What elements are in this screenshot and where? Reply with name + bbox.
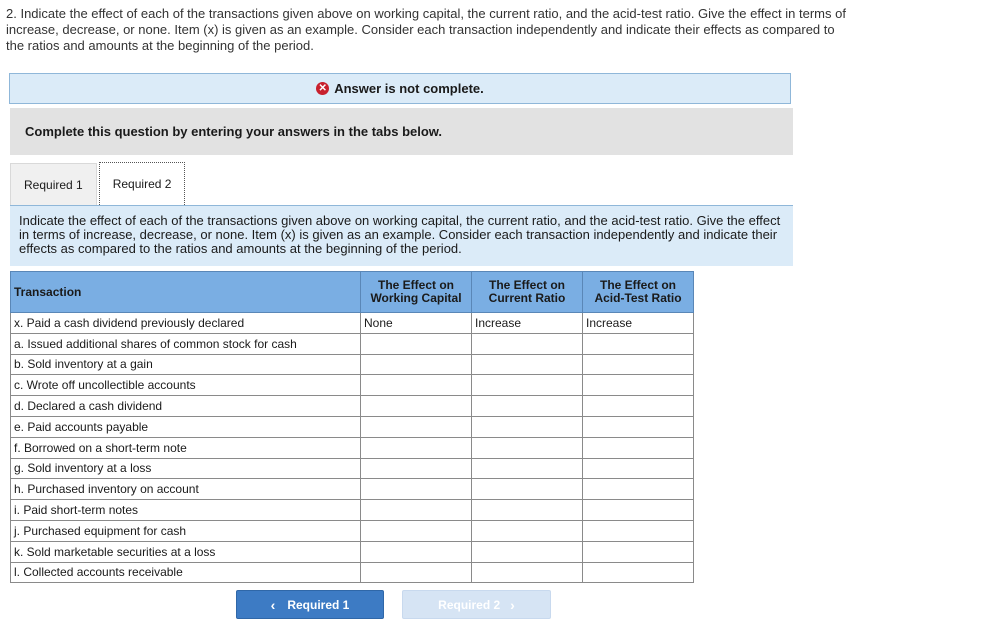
current-ratio-cell[interactable] bbox=[472, 541, 583, 562]
working-capital-cell[interactable] bbox=[361, 333, 472, 354]
transaction-cell: c. Wrote off uncollectible accounts bbox=[11, 375, 361, 396]
acid-test-cell[interactable] bbox=[583, 354, 694, 375]
header-current-ratio: The Effect on Current Ratio bbox=[472, 272, 583, 313]
transaction-cell: x. Paid a cash dividend previously declared bbox=[11, 313, 361, 334]
transaction-cell: a. Issued additional shares of common stock for cash bbox=[11, 333, 361, 354]
working-capital-cell[interactable] bbox=[361, 458, 472, 479]
table-row bbox=[11, 354, 694, 375]
acid-test-cell[interactable] bbox=[583, 520, 694, 541]
current-ratio-cell[interactable] bbox=[472, 333, 583, 354]
tabs-instruction-text: Complete this question by entering your answers in the tabs below. bbox=[25, 124, 443, 139]
working-capital-cell[interactable] bbox=[361, 437, 472, 458]
header-acid-test: The Effect on Acid-Test Ratio bbox=[583, 272, 694, 313]
working-capital-cell[interactable] bbox=[361, 396, 472, 417]
transaction-cell: l. Collected accounts receivable bbox=[11, 562, 361, 583]
answer-status-text: Answer is not complete. bbox=[334, 81, 484, 96]
transaction-cell: k. Sold marketable securities at a loss bbox=[11, 541, 361, 562]
acid-test-cell[interactable] bbox=[583, 479, 694, 500]
required2-instruction bbox=[10, 206, 793, 266]
table-header-row bbox=[11, 272, 694, 313]
table-row bbox=[11, 396, 694, 417]
working-capital-cell[interactable] bbox=[361, 354, 472, 375]
table-row bbox=[11, 520, 694, 541]
table-row bbox=[11, 416, 694, 437]
acid-test-cell[interactable] bbox=[583, 458, 694, 479]
acid-test-cell[interactable] bbox=[583, 562, 694, 583]
x-circle-icon: ✕ bbox=[316, 82, 329, 95]
next-required-button[interactable] bbox=[402, 590, 551, 619]
current-ratio-cell[interactable] bbox=[472, 396, 583, 417]
working-capital-cell[interactable] bbox=[361, 562, 472, 583]
table-row bbox=[11, 458, 694, 479]
tabs-instruction bbox=[10, 108, 793, 155]
acid-test-cell[interactable] bbox=[583, 375, 694, 396]
header-working-capital: The Effect on Working Capital bbox=[361, 272, 472, 313]
current-ratio-cell[interactable] bbox=[472, 375, 583, 396]
tab-required-1[interactable] bbox=[10, 163, 97, 206]
next-required-label: Required 2 bbox=[438, 597, 501, 612]
transaction-cell: f. Borrowed on a short-term note bbox=[11, 437, 361, 458]
prev-required-label: Required 1 bbox=[287, 597, 350, 612]
acid-test-cell[interactable] bbox=[583, 437, 694, 458]
current-ratio-cell[interactable] bbox=[472, 520, 583, 541]
chevron-left-icon: ‹ bbox=[270, 596, 276, 613]
table-row bbox=[11, 313, 694, 334]
current-ratio-cell[interactable] bbox=[472, 354, 583, 375]
table-row bbox=[11, 479, 694, 500]
chevron-right-icon: › bbox=[510, 596, 515, 613]
current-ratio-cell[interactable] bbox=[472, 479, 583, 500]
question-text: 2. Indicate the effect of each of the transactions given above on working capital, the current ratio, and the acid-test ratio. Give the effect in terms of increase, decrease, or none. Item (x) is given as an example. Consider each transaction independently and indicate their effects as compared to the ratios and amounts at the beginning of the period. bbox=[6, 6, 846, 53]
tab-required-1-label: Required 1 bbox=[24, 178, 83, 192]
transaction-cell: e. Paid accounts payable bbox=[11, 416, 361, 437]
effects-table bbox=[10, 271, 694, 583]
current-ratio-cell[interactable] bbox=[472, 500, 583, 521]
table-row bbox=[11, 541, 694, 562]
transaction-cell: i. Paid short-term notes bbox=[11, 500, 361, 521]
transaction-cell: d. Declared a cash dividend bbox=[11, 396, 361, 417]
table-row bbox=[11, 333, 694, 354]
prev-required-button[interactable] bbox=[236, 590, 384, 619]
transaction-cell: j. Purchased equipment for cash bbox=[11, 520, 361, 541]
working-capital-cell[interactable] bbox=[361, 541, 472, 562]
acid-test-cell[interactable]: Increase bbox=[583, 313, 694, 334]
current-ratio-cell[interactable]: Increase bbox=[472, 313, 583, 334]
transaction-cell: g. Sold inventory at a loss bbox=[11, 458, 361, 479]
tab-required-2[interactable] bbox=[99, 162, 186, 205]
table-row bbox=[11, 437, 694, 458]
working-capital-cell[interactable] bbox=[361, 520, 472, 541]
required2-instruction-text: Indicate the effect of each of the transactions given above on working capital, the current ratio, and the acid-test ratio. Give the effect in terms of increase, decrease, or none. Item (x) is given as an example. Consider each transaction independently and indicate their effects as compared to the ratios and amounts at the beginning of the period. bbox=[19, 213, 781, 256]
current-ratio-cell[interactable] bbox=[472, 416, 583, 437]
working-capital-cell[interactable] bbox=[361, 500, 472, 521]
table-row bbox=[11, 562, 694, 583]
current-ratio-cell[interactable] bbox=[472, 458, 583, 479]
acid-test-cell[interactable] bbox=[583, 333, 694, 354]
transaction-cell: h. Purchased inventory on account bbox=[11, 479, 361, 500]
current-ratio-cell[interactable] bbox=[472, 437, 583, 458]
table-row bbox=[11, 500, 694, 521]
transaction-cell: b. Sold inventory at a gain bbox=[11, 354, 361, 375]
tab-bar bbox=[10, 162, 185, 206]
working-capital-cell[interactable] bbox=[361, 479, 472, 500]
tab-required-2-label: Required 2 bbox=[112, 177, 172, 191]
working-capital-cell[interactable] bbox=[361, 375, 472, 396]
current-ratio-cell[interactable] bbox=[472, 562, 583, 583]
acid-test-cell[interactable] bbox=[583, 541, 694, 562]
working-capital-cell[interactable]: None bbox=[361, 313, 472, 334]
header-transaction: Transaction bbox=[11, 272, 361, 313]
acid-test-cell[interactable] bbox=[583, 500, 694, 521]
working-capital-cell[interactable] bbox=[361, 416, 472, 437]
acid-test-cell[interactable] bbox=[583, 396, 694, 417]
acid-test-cell[interactable] bbox=[583, 416, 694, 437]
table-row bbox=[11, 375, 694, 396]
answer-status-banner bbox=[9, 73, 791, 104]
